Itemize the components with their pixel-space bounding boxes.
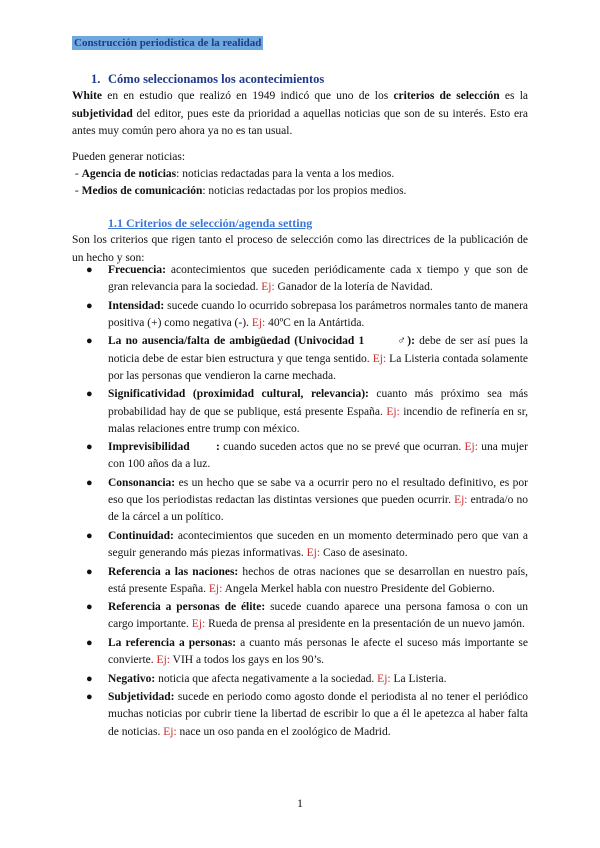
list-item: ● Imprevisibilidad : cuando suceden actos que no se prevé que ocurran. Ej: una mujer con 100 años da a luz. xyxy=(86,441,528,471)
subsection-heading: 1.1 Criterios de selección/agenda setting xyxy=(108,216,313,230)
list-item: ● Continuidad: acontecimientos que suceden en un momento determinado pero que van a seguir generando más piezas informativas. Ej: Caso de asesinato. xyxy=(86,529,528,560)
author-name: White xyxy=(72,90,103,102)
list-item: ● La no ausencia/falta de ambigüedad (Univocidad 1 ♂): debe de ser así pues la noticia debe de estar bien estructura y que tenga sentido. Ej: La Listeria contada solamente por las personas que vendieron la carne mechada. xyxy=(86,335,528,382)
bullet-icon: ● xyxy=(86,601,93,614)
list-item: ● Intensidad: sucede cuando lo ocurrido sobrepasa los parámetros normales tanto de manera positiva (+) como negativa (-). Ej: 40ºC en la Antártida. xyxy=(86,299,528,329)
bullet-icon: ● xyxy=(86,441,93,454)
list-item: ● Referencia a las naciones: hechos de otras naciones que se desarrollan en nuestro país, está presente España. Ej: Angela Merkel habla con nuestro Presidente del Gobierno. xyxy=(86,565,528,595)
bullet-icon: ● xyxy=(86,672,93,685)
list-item: ● Significatividad (proximidad cultural, relevancia): cuanto más próximo sea más probabilidad hay de que se publique, está presente España. Ej: incendio de refinería en sr, malas relaciones entre trump con méxico. xyxy=(86,388,529,435)
list-item: ● La referencia a personas: a cuanto más personas le afecte el suceso más importante se convierte. Ej: VIH a todos los gays en los 90’s. xyxy=(86,636,528,667)
bullet-icon: ● xyxy=(86,299,93,312)
criteria-list xyxy=(72,262,528,742)
criteria-intro: Son los criterios que rigen tanto el proceso de selección como las directrices de la publicación de un hecho y son: xyxy=(72,234,528,264)
document-title: Construcción periodística de la realidad xyxy=(74,37,262,49)
list-item: ● Frecuencia: acontecimientos que suceden periódicamente cada x tiempo y que son de gran relevancia para la sociedad. Ej: Ganador de la lotería de Navidad. xyxy=(86,264,528,294)
bullet-icon: ● xyxy=(86,565,93,578)
bullet-icon: ● xyxy=(86,636,93,649)
section-number: 1. xyxy=(91,72,101,86)
bullet-icon: ● xyxy=(86,691,93,704)
section-heading-text: Cómo seleccionamos los acontecimientos xyxy=(108,72,325,86)
list-item: ● Referencia a personas de élite: sucede cuando aparece una persona famosa o con un cargo importante. Ej: Rueda de prensa al presidente en la presentación de un nuevo jamón. xyxy=(86,601,528,631)
bullet-icon: ● xyxy=(86,529,93,542)
bullet-icon: ● xyxy=(86,388,93,401)
bullet-icon: ● xyxy=(86,335,93,348)
bullet-icon: ● xyxy=(86,476,93,489)
list-item: ● Subjetividad: sucede en periodo como agosto donde el periodista al no tener el periódico muchas noticias por cubrir tiene la libertad de escribir lo que a él le apetezca al haber falta de noticias. Ej: nace un oso panda en el zoológico de Madrid. xyxy=(86,691,528,738)
bullet-icon: ● xyxy=(86,264,93,276)
list-item: ● Negativo: noticia que afecta negativamente a la sociedad. Ej: La Listeria. xyxy=(72,671,528,688)
page-number: 1 xyxy=(297,796,303,810)
section-heading xyxy=(91,72,324,87)
sources-intro: Pueden generar noticias: xyxy=(72,151,186,163)
list-item: ● Consonancia: es un hecho que se sabe va a ocurrir pero no el resultado definitivo, es por eso que los periodistas redactan las distintas versiones que pueden ocurrir. Ej: entrada/o no de la cárcel a un político. xyxy=(86,476,528,524)
source-item: - Agencia de noticias: noticias redactadas para la venta a los medios. xyxy=(72,168,395,180)
source-item: - Medios de comunicación: noticias redactadas por los propios medios. xyxy=(72,185,407,197)
intro-paragraph: White en en estudio que realizó en 1949 indicó que uno de los criterios de selección es la subjetividad del editor, pues este da prioridad a aquellas noticias que son de su interés. Esto era antes muy común pero ahora ya no es tan usual. xyxy=(72,90,528,137)
